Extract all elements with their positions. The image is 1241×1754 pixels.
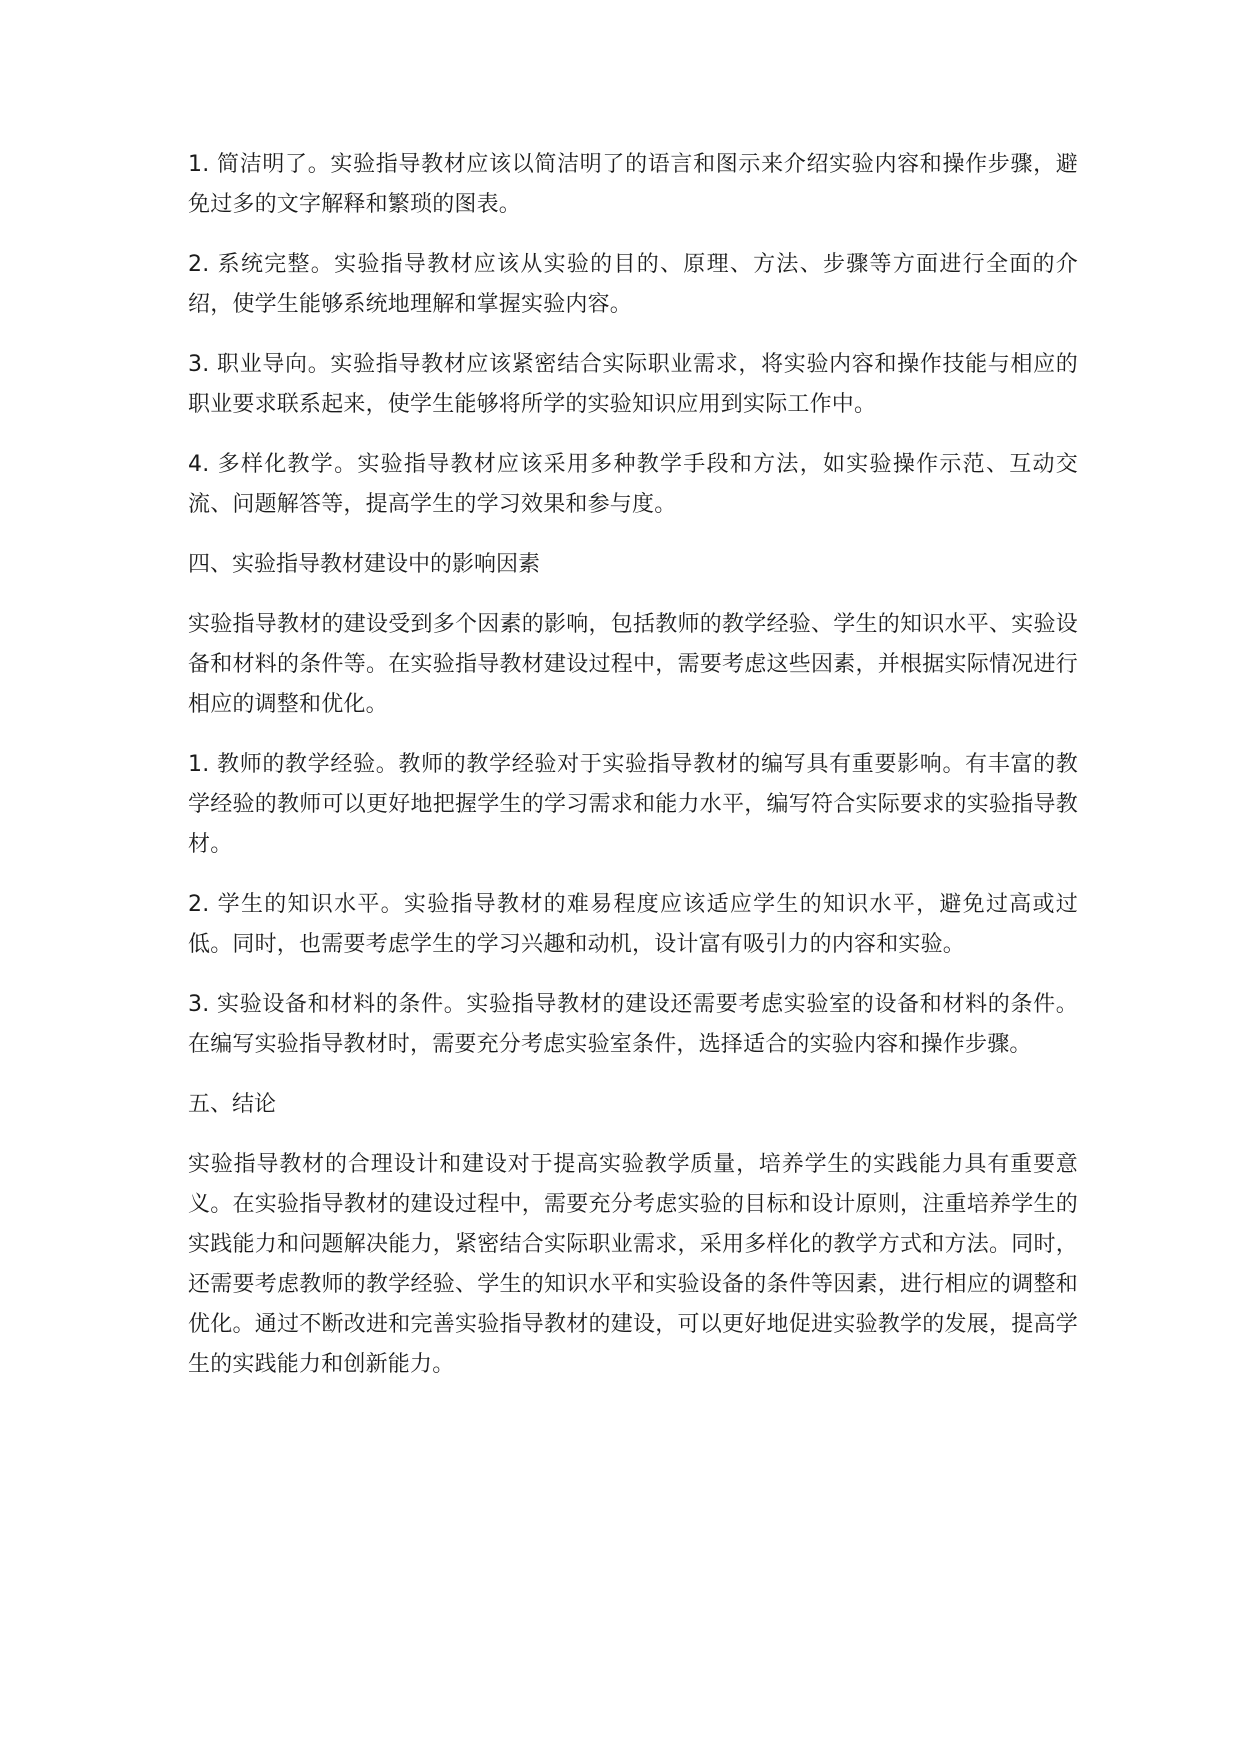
section-heading-conclusion: 五、结论 bbox=[188, 1092, 277, 1117]
paragraph-principle-systematic: 2. 系统完整。实验指导教材应该从实验的目的、原理、方法、步骤等方面进行全面的介绍，使学生能够系统地理解和掌握实验内容。 bbox=[188, 252, 1078, 317]
paragraph-factor-teacher: 1. 教师的教学经验。教师的教学经验对于实验指导教材的编写具有重要影响。有丰富的教学经验的教师可以更好地把握学生的学习需求和能力水平，编写符合实际要求的实验指导教材。 bbox=[188, 752, 1078, 857]
paragraph-factor-student: 2. 学生的知识水平。实验指导教材的难易程度应该适应学生的知识水平，避免过高或过低。同时，也需要考虑学生的学习兴趣和动机，设计富有吸引力的内容和实验。 bbox=[188, 892, 1078, 957]
paragraph-principle-diverse: 4. 多样化教学。实验指导教材应该采用多种教学手段和方法，如实验操作示范、互动交流、问题解答等，提高学生的学习效果和参与度。 bbox=[188, 452, 1078, 517]
section-heading-factors: 四、实验指导教材建设中的影响因素 bbox=[188, 552, 541, 577]
paragraph-principle-concise: 1. 简洁明了。实验指导教材应该以简洁明了的语言和图示来介绍实验内容和操作步骤，避免过多的文字解释和繁琐的图表。 bbox=[188, 152, 1078, 217]
paragraph-conclusion: 实验指导教材的合理设计和建设对于提高实验教学质量，培养学生的实践能力具有重要意义。在实验指导教材的建设过程中，需要充分考虑实验的目标和设计原则，注重培养学生的实践能力和问题解决能力，紧密结合实际职业需求，采用多样化的教学方式和方法。同时，还需要考虑教师的教学经验、学生的知识水平和实验设备的条件等因素，进行相应的调整和优化。通过不断改进和完善实验指导教材的建设，可以更好地促进实验教学的发展，提高学生的实践能力和创新能力。 bbox=[188, 1152, 1078, 1377]
paragraph-factor-equipment: 3. 实验设备和材料的条件。实验指导教材的建设还需要考虑实验室的设备和材料的条件。在编写实验指导教材时，需要充分考虑实验室条件，选择适合的实验内容和操作步骤。 bbox=[188, 992, 1078, 1057]
document-page bbox=[188, 145, 1078, 1405]
paragraph-factors-intro: 实验指导教材的建设受到多个因素的影响，包括教师的教学经验、学生的知识水平、实验设备和材料的条件等。在实验指导教材建设过程中，需要考虑这些因素，并根据实际情况进行相应的调整和优化。 bbox=[188, 612, 1078, 717]
paragraph-principle-career: 3. 职业导向。实验指导教材应该紧密结合实际职业需求，将实验内容和操作技能与相应的职业要求联系起来，使学生能够将所学的实验知识应用到实际工作中。 bbox=[188, 352, 1078, 417]
